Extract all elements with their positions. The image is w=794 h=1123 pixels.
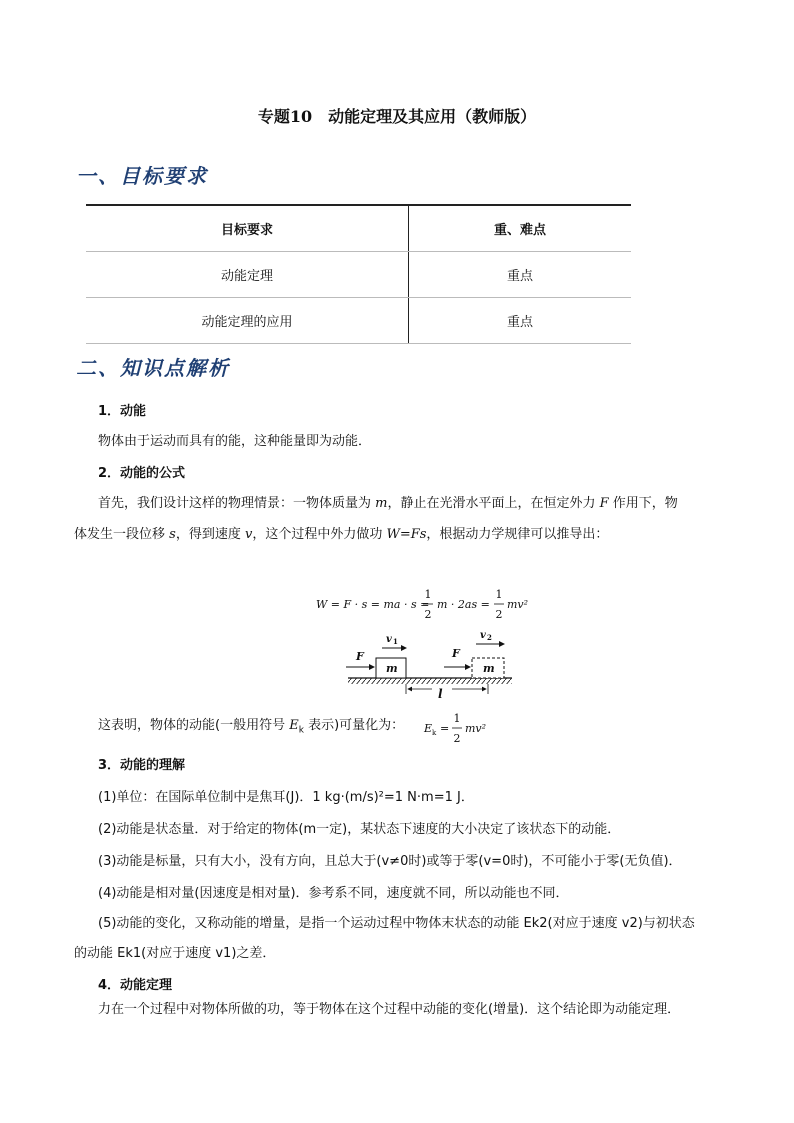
table-header-goal: 目标要求 bbox=[86, 205, 409, 252]
formula-lhs: W = F · s = ma · s = bbox=[316, 598, 430, 611]
section-heading-goals: 一、目标要求 bbox=[76, 164, 208, 188]
paragraph-scenario-line1: 首先，我们设计这样的物理情景：一物体质量为 m，静止在光滑水平面上，在恒定外力 F 作用下，物 bbox=[98, 496, 678, 511]
force-displacement-diagram bbox=[340, 626, 520, 702]
velocity-label-initial: v bbox=[386, 634, 392, 645]
work-derivation-formula bbox=[300, 582, 540, 626]
velocity-label-final: v bbox=[480, 630, 486, 641]
paragraph-kinetic-energy: 物体由于运动而具有的能，这种能量即为动能． bbox=[98, 434, 372, 449]
heading-kinetic-formula: 2．动能的公式 bbox=[98, 466, 186, 481]
section-heading-knowledge: 二、知识点解析 bbox=[76, 356, 230, 380]
paragraph-work-energy-theorem: 力在一个过程中对物体所做的功，等于物体在这个过程中动能的变化(增量)．这个结论即为动能定理． bbox=[98, 1002, 681, 1017]
block-final-mass-label: m bbox=[483, 662, 495, 675]
table-cell: 动能定理 bbox=[86, 252, 409, 298]
table-cell: 重点 bbox=[409, 298, 632, 344]
ek-rhs: mv² bbox=[465, 722, 487, 735]
understanding-item-4: (4)动能是相对量(因速度是相对量)．参考系不同，速度就不同，所以动能也不同． bbox=[98, 886, 569, 901]
table-header-difficulty: 重、难点 bbox=[409, 205, 632, 252]
force-label-initial: F bbox=[356, 650, 364, 663]
kinetic-energy-formula bbox=[420, 708, 500, 748]
paragraph-scenario-line2: 体发生一段位移 s，得到速度 v，这个过程中外力做功 W=Fs，根据动力学规律可以推导出： bbox=[74, 527, 609, 542]
distance-label: l bbox=[438, 687, 443, 701]
understanding-item-5-line2: 的动能 Ek1(对应于速度 v1)之差． bbox=[74, 946, 276, 961]
ek-lhs: E bbox=[424, 722, 433, 735]
heading-ke-understanding: 3．动能的理解 bbox=[98, 758, 186, 773]
table-cell: 动能定理的应用 bbox=[86, 298, 409, 344]
velocity-sub-initial: 1 bbox=[393, 637, 398, 646]
document-title: 专题10 动能定理及其应用（教师版） bbox=[257, 107, 537, 126]
velocity-sub-final: 2 bbox=[487, 633, 492, 642]
ek-eq: = bbox=[440, 722, 450, 735]
formula-rhs: mv² bbox=[507, 598, 529, 611]
block-initial-mass-label: m bbox=[386, 662, 398, 675]
ek-num: 1 bbox=[453, 712, 461, 725]
ek-sub: k bbox=[432, 729, 437, 737]
ground-hatch bbox=[348, 678, 512, 684]
table-row bbox=[86, 252, 631, 298]
formula-frac2-den: 2 bbox=[495, 608, 503, 621]
force-label-final: F bbox=[452, 647, 460, 660]
formula-mid: m · 2as = bbox=[437, 598, 490, 611]
table-cell: 重点 bbox=[409, 252, 632, 298]
formula-frac2-num: 1 bbox=[495, 588, 503, 601]
understanding-item-5-line1: (5)动能的变化，又称动能的增量，是指一个运动过程中物体末状态的动能 Ek2(对应于速度 v2)与初状态 bbox=[98, 916, 695, 931]
heading-work-energy-theorem: 4．动能定理 bbox=[98, 978, 173, 993]
table-row bbox=[86, 298, 631, 344]
heading-kinetic-energy: 1．动能 bbox=[98, 404, 147, 419]
table-header-row bbox=[86, 205, 631, 252]
understanding-item-2: (2)动能是状态量．对于给定的物体(m一定)，某状态下速度的大小决定了该状态下的动能． bbox=[98, 822, 621, 837]
understanding-item-3: (3)动能是标量，只有大小，没有方向，且总大于(v≠0时)或等于零(v=0时)，不可能小于零(无负值)． bbox=[98, 854, 682, 869]
understanding-item-1: (1)单位：在国际单位制中是焦耳(J)．1 kg·(m/s)²=1 N·m=1 J． bbox=[98, 790, 474, 805]
ek-den: 2 bbox=[453, 732, 461, 745]
formula-frac1-num: 1 bbox=[424, 588, 432, 601]
goals-table bbox=[86, 204, 631, 344]
paragraph-ek-definition: 这表明，物体的动能(一般用符号 $E_k$ 表示)可量化为： bbox=[98, 718, 405, 736]
formula-frac1-den: 2 bbox=[424, 608, 432, 621]
